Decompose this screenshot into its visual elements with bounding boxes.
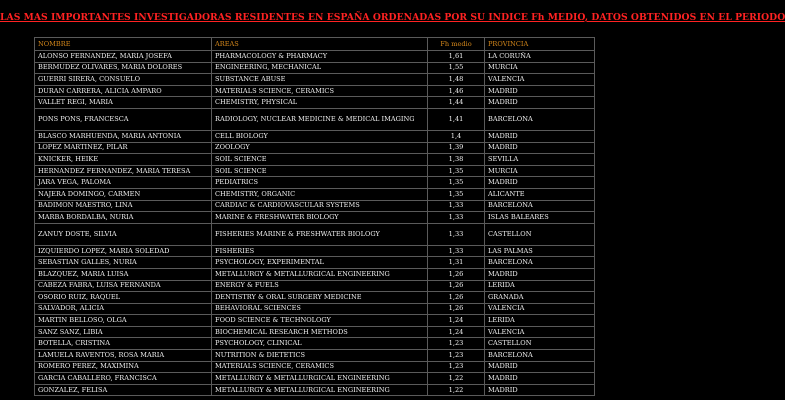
cell-areas: METALLURGY & METALLURGICAL ENGINEERING — [212, 384, 428, 396]
cell-fh-medio: 1,48 — [428, 74, 485, 86]
cell-provincia: MADRID — [485, 361, 595, 373]
page-title: LAS MAS IMPORTANTES INVESTIGADORAS RESIDENTES EN ESPAÑA ORDENADAS POR SU INDICE Fh MEDIO, DATOS OBTENIDOS EN EL PERIODO — [0, 12, 785, 23]
cell-provincia: CASTELLON — [485, 338, 595, 350]
table-row — [35, 165, 595, 177]
cell-areas: FOOD SCIENCE & TECHNOLOGY — [212, 315, 428, 327]
cell-provincia: MADRID — [485, 177, 595, 189]
cell-fh-medio: 1,61 — [428, 51, 485, 63]
cell-areas: METALLURGY & METALLURGICAL ENGINEERING — [212, 268, 428, 280]
cell-areas: PSYCHOLOGY, EXPERIMENTAL — [212, 257, 428, 269]
table-row — [35, 373, 595, 385]
table-row — [35, 177, 595, 189]
column-header-provincia: PROVINCIA — [485, 38, 595, 51]
column-header-nombre: NOMBRE — [35, 38, 212, 51]
cell-fh-medio: 1,26 — [428, 303, 485, 315]
cell-nombre: OSORIO RUIZ, RAQUEL — [35, 292, 212, 304]
cell-provincia: MURCIA — [485, 165, 595, 177]
table-row — [35, 188, 595, 200]
cell-nombre: VALLET REGI, MARIA — [35, 97, 212, 109]
cell-fh-medio: 1,26 — [428, 268, 485, 280]
cell-areas: BIOCHEMICAL RESEARCH METHODS — [212, 326, 428, 338]
table-row — [35, 338, 595, 350]
cell-fh-medio: 1,31 — [428, 257, 485, 269]
cell-fh-medio: 1,23 — [428, 361, 485, 373]
cell-nombre: NAJERA DOMINGO, CARMEN — [35, 188, 212, 200]
cell-areas: MATERIALS SCIENCE, CERAMICS — [212, 85, 428, 97]
cell-areas: CARDIAC & CARDIOVASCULAR SYSTEMS — [212, 200, 428, 212]
cell-areas: SOIL SCIENCE — [212, 154, 428, 166]
cell-nombre: IZQUIERDO LOPEZ, MARIA SOLEDAD — [35, 245, 212, 257]
cell-nombre: BOTELLA, CRISTINA — [35, 338, 212, 350]
cell-nombre: HERNANDEZ FERNANDEZ, MARIA TERESA — [35, 165, 212, 177]
cell-areas: CELL BIOLOGY — [212, 130, 428, 142]
cell-fh-medio: 1,23 — [428, 338, 485, 350]
cell-areas: MARINE & FRESHWATER BIOLOGY — [212, 212, 428, 224]
table-row — [35, 85, 595, 97]
cell-areas: CHEMISTRY, ORGANIC — [212, 188, 428, 200]
cell-areas: NUTRITION & DIETETICS — [212, 350, 428, 362]
table-row — [35, 51, 595, 63]
cell-fh-medio: 1,33 — [428, 212, 485, 224]
cell-fh-medio: 1,33 — [428, 200, 485, 212]
cell-provincia: MADRID — [485, 373, 595, 385]
cell-areas: FISHERIES — [212, 245, 428, 257]
cell-provincia: MADRID — [485, 97, 595, 109]
cell-provincia: MURCIA — [485, 62, 595, 74]
table-row — [35, 303, 595, 315]
cell-nombre: GUERRI SIRERA, CONSUELO — [35, 74, 212, 86]
cell-areas: BEHAVIORAL SCIENCES — [212, 303, 428, 315]
cell-areas: RADIOLOGY, NUCLEAR MEDICINE & MEDICAL IMAGING — [212, 108, 428, 130]
cell-fh-medio: 1,26 — [428, 280, 485, 292]
cell-fh-medio: 1,41 — [428, 108, 485, 130]
cell-areas: ENERGY & FUELS — [212, 280, 428, 292]
cell-areas: ZOOLOGY — [212, 142, 428, 154]
column-header-areas: AREAS — [212, 38, 428, 51]
cell-nombre: SALVADOR, ALICIA — [35, 303, 212, 315]
table-row — [35, 62, 595, 74]
cell-nombre: DURAN CARRERA, ALICIA AMPARO — [35, 85, 212, 97]
cell-areas: CHEMISTRY, PHYSICAL — [212, 97, 428, 109]
table-row — [35, 361, 595, 373]
cell-fh-medio: 1,24 — [428, 315, 485, 327]
cell-fh-medio: 1,22 — [428, 384, 485, 396]
table-row — [35, 257, 595, 269]
cell-fh-medio: 1,38 — [428, 154, 485, 166]
cell-fh-medio: 1,24 — [428, 326, 485, 338]
cell-nombre: ZANUY DOSTE, SILVIA — [35, 223, 212, 245]
cell-nombre: CABEZA FABRA, LUISA FERNANDA — [35, 280, 212, 292]
table-header-row — [35, 38, 595, 51]
cell-areas: PEDIATRICS — [212, 177, 428, 189]
cell-areas: SOIL SCIENCE — [212, 165, 428, 177]
cell-areas: PHARMACOLOGY & PHARMACY — [212, 51, 428, 63]
table-row — [35, 326, 595, 338]
cell-provincia: LAS PALMAS — [485, 245, 595, 257]
cell-areas: ENGINEERING, MECHANICAL — [212, 62, 428, 74]
cell-nombre: SEBASTIAN GALLES, NURIA — [35, 257, 212, 269]
cell-fh-medio: 1,46 — [428, 85, 485, 97]
cell-nombre: MARTIN BELLOSO, OLGA — [35, 315, 212, 327]
cell-nombre: LOPEZ MARTINEZ, PILAR — [35, 142, 212, 154]
cell-nombre: BADIMON MAESTRO, LINA — [35, 200, 212, 212]
table-row — [35, 350, 595, 362]
cell-areas: PSYCHOLOGY, CLINICAL — [212, 338, 428, 350]
cell-fh-medio: 1,33 — [428, 223, 485, 245]
cell-fh-medio: 1,35 — [428, 177, 485, 189]
cell-provincia: LERIDA — [485, 315, 595, 327]
cell-fh-medio: 1,35 — [428, 188, 485, 200]
cell-nombre: GARCIA CABALLERO, FRANCISCA — [35, 373, 212, 385]
cell-fh-medio: 1,4 — [428, 130, 485, 142]
cell-nombre: LAMUELA RAVENTOS, ROSA MARIA — [35, 350, 212, 362]
cell-areas: MATERIALS SCIENCE, CERAMICS — [212, 361, 428, 373]
cell-nombre: BERMUDEZ OLIVARES, MARIA DOLORES — [35, 62, 212, 74]
cell-fh-medio: 1,33 — [428, 245, 485, 257]
cell-nombre: KNICKER, HEIKE — [35, 154, 212, 166]
cell-provincia: MADRID — [485, 384, 595, 396]
cell-fh-medio: 1,26 — [428, 292, 485, 304]
cell-provincia: VALENCIA — [485, 74, 595, 86]
cell-provincia: BARCELONA — [485, 200, 595, 212]
cell-nombre: SANZ SANZ, LIBIA — [35, 326, 212, 338]
table-row — [35, 223, 595, 245]
cell-nombre: PONS PONS, FRANCESCA — [35, 108, 212, 130]
cell-provincia: VALENCIA — [485, 326, 595, 338]
table-row — [35, 74, 595, 86]
cell-nombre: ALONSO FERNANDEZ, MARIA JOSEFA — [35, 51, 212, 63]
table-row — [35, 130, 595, 142]
cell-fh-medio: 1,39 — [428, 142, 485, 154]
cell-provincia: ISLAS BALEARES — [485, 212, 595, 224]
cell-provincia: LA CORUÑA — [485, 51, 595, 63]
cell-provincia: MADRID — [485, 130, 595, 142]
cell-provincia: LERIDA — [485, 280, 595, 292]
cell-nombre: BLASCO MARHUENDA, MARIA ANTONIA — [35, 130, 212, 142]
cell-provincia: BARCELONA — [485, 350, 595, 362]
table-row — [35, 315, 595, 327]
cell-provincia: VALENCIA — [485, 303, 595, 315]
table-body — [35, 51, 595, 396]
cell-provincia: SEVILLA — [485, 154, 595, 166]
cell-provincia: MADRID — [485, 142, 595, 154]
cell-provincia: CASTELLON — [485, 223, 595, 245]
table-row — [35, 108, 595, 130]
cell-fh-medio: 1,55 — [428, 62, 485, 74]
cell-areas: METALLURGY & METALLURGICAL ENGINEERING — [212, 373, 428, 385]
cell-areas: FISHERIES MARINE & FRESHWATER BIOLOGY — [212, 223, 428, 245]
cell-nombre: MARBA BORDALBA, NURIA — [35, 212, 212, 224]
table-row — [35, 200, 595, 212]
table-row — [35, 384, 595, 396]
cell-fh-medio: 1,44 — [428, 97, 485, 109]
table-row — [35, 97, 595, 109]
cell-fh-medio: 1,35 — [428, 165, 485, 177]
cell-provincia: MADRID — [485, 85, 595, 97]
table-row — [35, 154, 595, 166]
table-row — [35, 292, 595, 304]
cell-nombre: GONZALEZ, FELISA — [35, 384, 212, 396]
column-header-fh-medio: Fh medio — [428, 38, 485, 51]
cell-provincia: BARCELONA — [485, 257, 595, 269]
researchers-table — [34, 37, 595, 396]
cell-nombre: JARA VEGA, PALOMA — [35, 177, 212, 189]
cell-provincia: ALICANTE — [485, 188, 595, 200]
cell-provincia: MADRID — [485, 268, 595, 280]
cell-nombre: ROMERO PEREZ, MAXIMINA — [35, 361, 212, 373]
table-row — [35, 280, 595, 292]
cell-provincia: GRANADA — [485, 292, 595, 304]
table-row — [35, 212, 595, 224]
cell-provincia: BARCELONA — [485, 108, 595, 130]
cell-nombre: BLAZQUEZ, MARIA LUISA — [35, 268, 212, 280]
table-row — [35, 142, 595, 154]
table-row — [35, 245, 595, 257]
cell-areas: DENTISTRY & ORAL SURGERY MEDICINE — [212, 292, 428, 304]
cell-areas: SUBSTANCE ABUSE — [212, 74, 428, 86]
cell-fh-medio: 1,23 — [428, 350, 485, 362]
cell-fh-medio: 1,22 — [428, 373, 485, 385]
table-row — [35, 268, 595, 280]
